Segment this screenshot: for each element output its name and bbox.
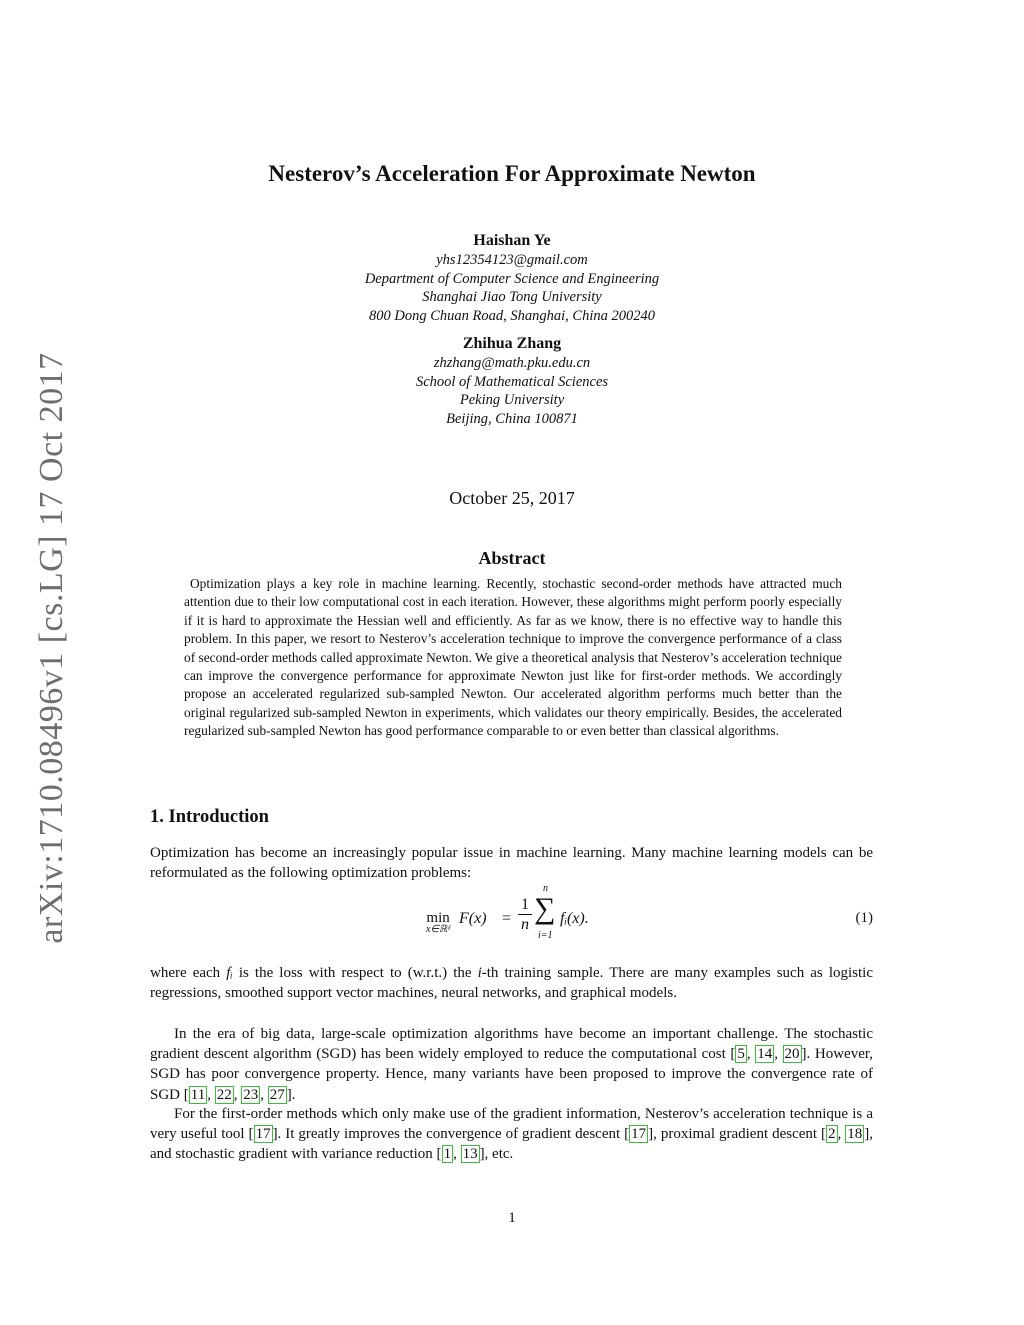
equation-term: fᵢ(x).	[560, 910, 589, 927]
citation-link[interactable]: 17	[255, 1126, 271, 1143]
intro-paragraph-1: Optimization has become an increasingly popular issue in machine learning. Many machine learning models can be reformulated as the following optimization problems:	[150, 845, 873, 882]
equation-1	[150, 883, 873, 952]
equation-min-subscript: x∈ℝᵈ	[426, 924, 451, 935]
author-name: Haishan Ye	[473, 232, 551, 249]
author-block-2	[0, 334, 1024, 428]
citation-link[interactable]: 2	[828, 1126, 836, 1143]
arxiv-identifier-stamp: arXiv:1710.08496v1 [cs.LG] 17 Oct 2017	[33, 352, 70, 944]
author-affiliation: 800 Dong Chuan Road, Shanghai, China 200240	[369, 307, 655, 324]
paper-date: October 25, 2017	[449, 488, 575, 508]
author-affiliation: School of Mathematical Sciences	[415, 373, 609, 390]
citation-link[interactable]: 18	[847, 1126, 863, 1143]
sum-lower-limit: i=1	[538, 930, 553, 941]
summation-symbol: ∑	[534, 892, 556, 925]
author-affiliation: Beijing, China 100871	[446, 410, 578, 427]
section-heading: 1. Introduction	[150, 807, 269, 827]
citation-link[interactable]: 13	[462, 1146, 478, 1163]
citation-link[interactable]: 23	[243, 1086, 259, 1103]
intro-paragraph-4: For the first-order methods which only make use of the gradient information, Nesterov’s acceleration technique is a very useful tool [ 17 ]. It greatly improves the convergence of gradient descent [ 17 ], proximal gradient descent [ 2 , 18 ], and stochastic gradient with variance reduction [ 1 , 13 ], etc.	[150, 1106, 874, 1163]
author-name: Zhihua Zhang	[462, 335, 562, 352]
citation-link[interactable]: 27	[269, 1086, 285, 1103]
author-block-1	[0, 231, 1024, 325]
citation-link[interactable]: 11	[190, 1086, 206, 1103]
author-email[interactable]: yhs12354123@gmail.com	[436, 252, 588, 268]
equation-number: (1)	[855, 910, 873, 926]
intro-paragraph-2: where each fᵢ is the loss with respect to (w.r.t.) the i-th training sample. There are many examples such as logistic regressions, smoothed support vector machines, neural networks, and graphical models.	[150, 965, 873, 1002]
citation-link[interactable]: 17	[631, 1126, 647, 1143]
author-affiliation: Department of Computer Science and Engineering	[364, 270, 660, 287]
equation-fraction	[518, 896, 532, 935]
equation-min: min x∈ℝᵈ	[426, 910, 451, 935]
abstract-heading: Abstract	[478, 548, 546, 568]
fraction-numerator: 1	[518, 896, 532, 915]
citation-link[interactable]: 5	[737, 1046, 745, 1063]
fraction-denominator: n	[521, 916, 529, 933]
abstract-text: Optimization plays a key role in machine learning. Recently, stochastic second-order methods have attracted much attention due to their low computational cost in each iteration. However, these algorithms might perform poorly especially if it is hard to approximate the Hessian well and efficiently. As far as we know, there is no effective way to handle this problem. In this paper, we resort to Nesterov’s acceleration technique to improve the convergence performance of a class of second-order methods called approximate Newton. We give a theoretical analysis that Nesterov’s acceleration technique can improve the convergence performance for approximate Newton just like for first-order methods. We accordingly propose an accelerated regularized sub-sampled Newton. Our accelerated algorithm performs much better than the original regularized sub-sampled Newton in experiments, which validates our theory empirically. Besides, the accelerated regularized sub-sampled Newton has good performance comparable to or even better than classical algorithms.	[184, 576, 842, 739]
page-number: 1	[508, 1210, 516, 1226]
author-affiliation: Peking University	[459, 392, 565, 408]
citation-link[interactable]: 14	[757, 1046, 773, 1063]
math-i: i	[477, 965, 482, 981]
citation-link[interactable]: 22	[216, 1086, 232, 1103]
paper-title: Nesterov’s Acceleration For Approximate Newton	[268, 161, 756, 186]
sum-upper-limit: n	[543, 883, 548, 894]
citation-link[interactable]: 1	[443, 1146, 452, 1163]
author-email[interactable]: zhzhang@math.pku.edu.cn	[433, 355, 591, 371]
citation-link[interactable]: 20	[784, 1046, 800, 1063]
intro-paragraph-3: In the era of big data, large-scale optimization algorithms have become an important challenge. The stochastic gradient descent algorithm (SGD) has been widely employed to reduce the computational cost [ 5 , 14 , 20 ]. However, SGD has poor convergence property. Hence, many variants have been proposed to improve the convergence rate of SGD [ 11 , 22 , 23 , 27 ].	[150, 1026, 873, 1103]
equation-lhs: F(x)	[459, 910, 487, 927]
author-affiliation: Shanghai Jiao Tong University	[422, 289, 602, 305]
math-fi: fᵢ	[226, 965, 233, 981]
equation-equals: =	[502, 910, 512, 927]
